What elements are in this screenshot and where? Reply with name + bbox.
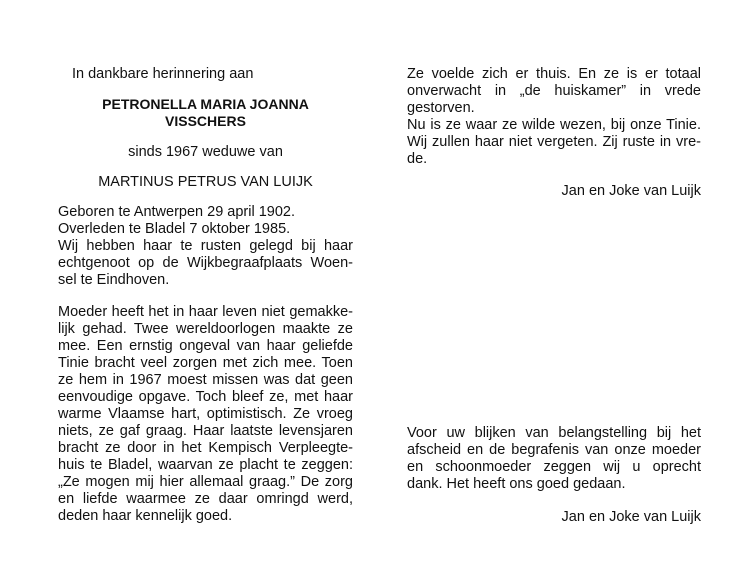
story-line: bracht ze door in het Kempisch Verpleegte- [58,440,353,456]
deceased-surname: VISSCHERS [165,113,246,129]
right-column [407,66,701,525]
thanks-line: dank. Het heeft ons goed gedaan. [407,476,626,492]
story-line: Tinie bracht veel zorgen met zich mee. Toen [58,355,353,371]
story-line: ze hem in 1967 moest missen was dat geen [58,372,353,388]
story-line: huis te Bladel, waarvan ze placht te zeggen: [58,457,353,473]
story-line: warme Vlaamse hart, optimistisch. Ze vroeg [58,406,353,422]
closing-line: Nu is ze waar ze wilde wezen, bij onze Tinie. [407,117,701,133]
closing-line: de. [407,151,428,167]
bio-line: Overleden te Bladel 7 oktober 1985. [58,221,291,237]
closing-line: Ze voelde zich er thuis. En ze is er totaal [407,66,701,82]
story-line: niets, ze gaf graag. Haar laatste levensjaren [58,423,353,439]
story-line: mee. Een ernstig ongeval van haar geliefde [58,338,353,354]
thanks-line: en schoonmoeder zeggen wij u oprecht [407,459,701,475]
bio-line: Geboren te Antwerpen 29 april 1902. [58,204,295,220]
story-line: lijk gehad. Twee wereldoorlogen maakte ze [58,321,353,337]
thanks-line: Voor uw blijken van belangstelling bij het [407,425,701,441]
widow-since: sinds 1967 weduwe van [128,144,283,160]
thanks-line: afscheid en de begrafenis van onze moeder [407,442,701,458]
signature-2: Jan en Joke van Luijk [561,509,701,525]
closing-line: onverwacht in „de huiskamer” in vrede [407,83,701,99]
bio-line: sel te Eindhoven. [58,272,170,288]
thanks-paragraph [407,425,701,526]
closing-line: gestorven. [407,100,475,116]
signature-1: Jan en Joke van Luijk [561,183,701,199]
husband-name: MARTINUS PETRUS VAN LUIJK [98,174,313,190]
story-line: deden haar kennelijk goed. [58,508,233,524]
closing-line: Wij zullen haar niet vergeten. Zij ruste in vre- [407,134,701,150]
closing-paragraph [407,66,701,168]
bio-paragraph [58,204,353,289]
story-line: „Ze mogen mij hier allemaal graag.” De zorg [58,474,353,490]
left-column [58,66,353,525]
story-line: Moeder heeft het in haar leven niet gemakke- [58,304,353,320]
story-line: eenvoudige opgave. Toch bleef ze, met haar [58,389,353,405]
deceased-name: PETRONELLA MARIA JOANNA [102,96,309,112]
story-paragraph [58,304,353,525]
story-line: en liefde waarmee ze daar omringd werd, [58,491,353,507]
bio-line: echtgenoot op de Wijkbegraafplaats Woen- [58,255,353,271]
intro-text: In dankbare herinnering aan [72,66,254,82]
bio-line: Wij hebben haar te rusten gelegd bij haar [58,238,353,254]
